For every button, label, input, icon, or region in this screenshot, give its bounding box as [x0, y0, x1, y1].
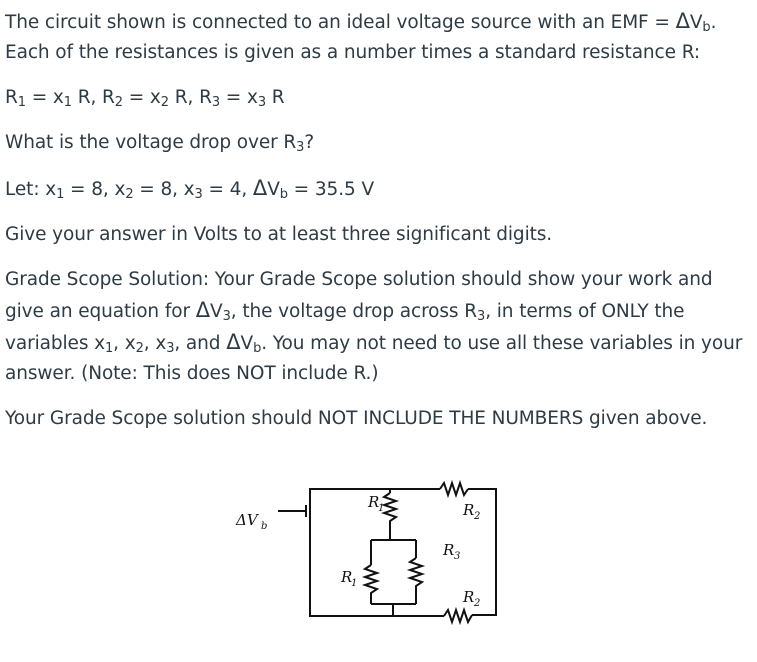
- gradescope-paragraph-1: [5, 265, 750, 389]
- given-x1-val: = 8, x: [64, 179, 126, 200]
- rel-r1: R: [5, 87, 18, 108]
- rel-r2-sub: 2: [114, 95, 123, 110]
- r2-top-label: R: [463, 501, 475, 519]
- intro-emf-v: V: [689, 12, 703, 33]
- rel-r3-eq: = x: [220, 87, 258, 108]
- gs1-v2: V: [240, 333, 254, 354]
- r2-top-label-sub: 2: [474, 511, 481, 522]
- r3-label-sub: 3: [454, 551, 461, 562]
- given-x3-val: = 4,: [202, 179, 253, 200]
- intro-delta: Δ: [675, 9, 690, 33]
- given-v: V: [267, 179, 280, 200]
- rel-r3-tail: R: [265, 87, 285, 108]
- question-text: What is the voltage drop over R: [5, 132, 297, 153]
- r1-bottom-label-sub: 1: [351, 578, 358, 589]
- gs1-x1-sub: 1: [105, 341, 114, 356]
- rel-r2: R: [102, 87, 115, 108]
- r3-zigzag: [410, 558, 422, 604]
- source-label: ΔV: [236, 511, 258, 529]
- r1-top-zigzag: [384, 493, 396, 540]
- intro-paragraph: [5, 6, 750, 68]
- given-v-val: = 35.5 V: [287, 179, 374, 200]
- given-prefix: Let: x: [5, 179, 57, 200]
- gs1-a: Grade Scope Solution: Your Grade Scope solution should show your work and give an equation for: [5, 269, 713, 322]
- gs1-r-sub: 3: [477, 309, 486, 324]
- r1-top-label-sub: 1: [378, 503, 385, 514]
- intro-text-a: The circuit shown is connected to an ideal voltage source with an EMF =: [5, 12, 676, 33]
- intro-text-b: . Each of the resistances is given as a number times a standard resistance R:: [5, 12, 717, 63]
- rel-r2-tail: R,: [168, 87, 200, 108]
- question-mark: ?: [304, 132, 315, 153]
- problem-text: [5, 6, 750, 434]
- circuit-diagram: [228, 470, 518, 640]
- gs1-v2-sub: b: [253, 341, 262, 356]
- rel-r1-tail: R,: [71, 87, 103, 108]
- r1-bottom-label: R: [341, 568, 353, 586]
- given-x2-sub: 2: [125, 187, 134, 202]
- precision-text: Give your answer in Volts to at least three significant digits.: [5, 224, 553, 245]
- given-x1-sub: 1: [56, 187, 65, 202]
- given-x3-sub: 3: [194, 187, 203, 202]
- gs1-x3-sub: 3: [166, 341, 175, 356]
- r2-bottom-zigzag: [444, 610, 472, 622]
- rel-r3-sub: 3: [211, 95, 220, 110]
- given-x2-val: = 8, x: [133, 179, 195, 200]
- question-sub: 3: [296, 140, 305, 155]
- r1-bottom-zigzag: [365, 565, 377, 604]
- r1-top-label: R: [368, 493, 380, 511]
- rel-r2-eq: = x: [122, 87, 161, 108]
- given-values-line: [5, 173, 750, 205]
- rel-r1-sub: 1: [17, 95, 26, 110]
- rel-x2-sub: 2: [160, 95, 169, 110]
- r2-top-zigzag: [440, 483, 468, 495]
- relations-line: [5, 83, 750, 113]
- gs1-g: . You may not need to use all these variables in your answer. (Note: This does NOT include R.): [5, 333, 743, 384]
- gs1-v-sub: 3: [222, 309, 231, 324]
- rel-r1-eq: = x: [25, 87, 64, 108]
- rel-x3-sub: 3: [257, 95, 266, 110]
- r2-bottom-label-sub: 2: [474, 598, 481, 609]
- gs1-e: , x: [143, 333, 167, 354]
- r3-label: R: [443, 541, 455, 559]
- gs1-delta: Δ: [195, 298, 211, 322]
- given-v-sub: b: [279, 187, 288, 202]
- gs1-v: V: [210, 301, 223, 322]
- gs1-delta2: Δ: [226, 330, 241, 354]
- intro-emf-sub: b: [702, 20, 711, 35]
- circuit-svg: [228, 470, 518, 640]
- source-label-sub: b: [261, 521, 268, 532]
- gradescope-paragraph-2: [5, 404, 750, 434]
- given-delta: Δ: [252, 176, 268, 200]
- question-line: [5, 128, 750, 158]
- gs2-text: Your Grade Scope solution should NOT INCLUDE THE NUMBERS given above.: [5, 408, 708, 429]
- gs1-x2-sub: 2: [135, 341, 144, 356]
- gs1-c: , in terms of ONLY the variables x: [5, 301, 685, 354]
- gs1-f: , and: [174, 333, 227, 354]
- wire-left-down: [310, 511, 320, 616]
- gs1-d: , x: [113, 333, 136, 354]
- rel-x1-sub: 1: [63, 95, 72, 110]
- r2-bottom-label: R: [463, 588, 475, 606]
- gs1-b: , the voltage drop across R: [230, 301, 478, 322]
- rel-r3: R: [199, 87, 212, 108]
- precision-line: [5, 220, 750, 250]
